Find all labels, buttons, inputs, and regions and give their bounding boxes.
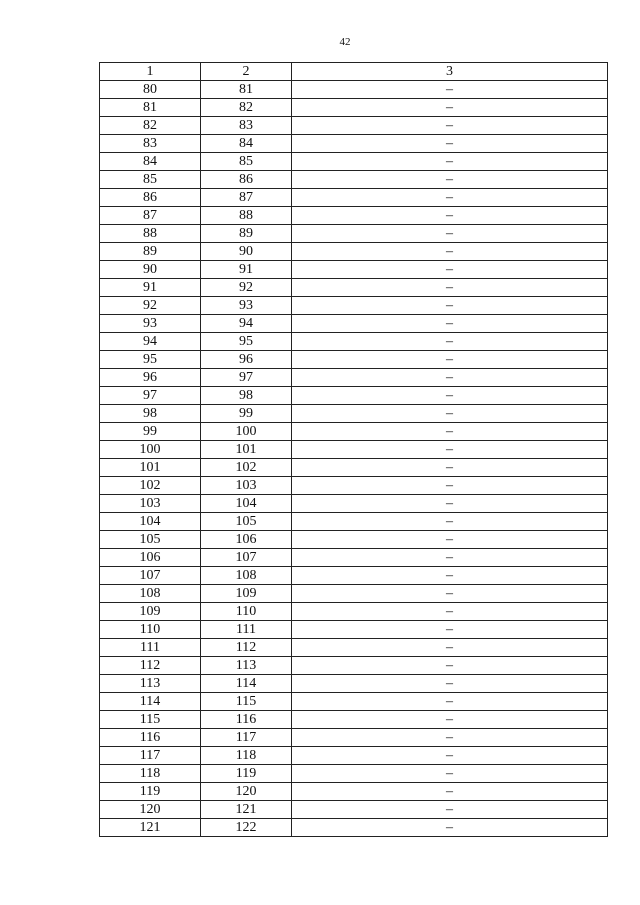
table-cell-col-1: 107 xyxy=(100,567,201,585)
table-row xyxy=(100,189,608,207)
table-cell-col-3: – xyxy=(292,513,608,531)
table-row xyxy=(100,603,608,621)
table-cell-col-1: 86 xyxy=(100,189,201,207)
table-cell-col-3: – xyxy=(292,261,608,279)
table-cell-col-2: 122 xyxy=(201,819,292,837)
table-cell-col-1: 91 xyxy=(100,279,201,297)
table-cell-col-2: 97 xyxy=(201,369,292,387)
table-cell-col-3: – xyxy=(292,315,608,333)
table-cell-col-2: 113 xyxy=(201,657,292,675)
table-cell-col-1: 87 xyxy=(100,207,201,225)
table-row xyxy=(100,333,608,351)
column-header-1: 1 xyxy=(100,63,201,81)
table-cell-col-2: 109 xyxy=(201,585,292,603)
table-cell-col-2: 116 xyxy=(201,711,292,729)
table-cell-col-1: 89 xyxy=(100,243,201,261)
table-cell-col-1: 104 xyxy=(100,513,201,531)
table-row xyxy=(100,99,608,117)
table-cell-col-2: 105 xyxy=(201,513,292,531)
table-cell-col-3: – xyxy=(292,333,608,351)
table-cell-col-2: 81 xyxy=(201,81,292,99)
table-cell-col-3: – xyxy=(292,423,608,441)
table-row xyxy=(100,261,608,279)
table-cell-col-2: 85 xyxy=(201,153,292,171)
table-cell-col-1: 95 xyxy=(100,351,201,369)
table-cell-col-2: 117 xyxy=(201,729,292,747)
table-cell-col-3: – xyxy=(292,135,608,153)
table-row xyxy=(100,81,608,99)
table-body xyxy=(100,81,608,837)
table-cell-col-1: 98 xyxy=(100,405,201,423)
table-row xyxy=(100,531,608,549)
table-cell-col-2: 84 xyxy=(201,135,292,153)
table-cell-col-3: – xyxy=(292,801,608,819)
table-row xyxy=(100,243,608,261)
table-cell-col-2: 121 xyxy=(201,801,292,819)
table-cell-col-1: 117 xyxy=(100,747,201,765)
table-cell-col-3: – xyxy=(292,765,608,783)
table-row xyxy=(100,729,608,747)
table-row xyxy=(100,153,608,171)
table-cell-col-1: 96 xyxy=(100,369,201,387)
table-cell-col-2: 95 xyxy=(201,333,292,351)
table-cell-col-3: – xyxy=(292,819,608,837)
table-row xyxy=(100,513,608,531)
table-cell-col-2: 82 xyxy=(201,99,292,117)
table-row xyxy=(100,315,608,333)
table-cell-col-1: 100 xyxy=(100,441,201,459)
table-cell-col-1: 118 xyxy=(100,765,201,783)
table-cell-col-1: 105 xyxy=(100,531,201,549)
column-header-2: 2 xyxy=(201,63,292,81)
table-cell-col-2: 111 xyxy=(201,621,292,639)
table-cell-col-1: 94 xyxy=(100,333,201,351)
column-header-3: 3 xyxy=(292,63,608,81)
table-cell-col-3: – xyxy=(292,675,608,693)
table-cell-col-3: – xyxy=(292,297,608,315)
table-cell-col-1: 101 xyxy=(100,459,201,477)
table-cell-col-3: – xyxy=(292,657,608,675)
table-cell-col-3: – xyxy=(292,693,608,711)
table-cell-col-3: – xyxy=(292,369,608,387)
table-cell-col-3: – xyxy=(292,225,608,243)
table-cell-col-1: 120 xyxy=(100,801,201,819)
table-cell-col-2: 94 xyxy=(201,315,292,333)
table-cell-col-3: – xyxy=(292,477,608,495)
table-row xyxy=(100,549,608,567)
table-cell-col-1: 92 xyxy=(100,297,201,315)
table-row xyxy=(100,765,608,783)
table-cell-col-2: 92 xyxy=(201,279,292,297)
table-row xyxy=(100,801,608,819)
table-cell-col-1: 81 xyxy=(100,99,201,117)
table-row xyxy=(100,387,608,405)
table-cell-col-3: – xyxy=(292,441,608,459)
table-cell-col-3: – xyxy=(292,387,608,405)
table-cell-col-3: – xyxy=(292,531,608,549)
table-cell-col-2: 91 xyxy=(201,261,292,279)
table-cell-col-1: 108 xyxy=(100,585,201,603)
table-header-row xyxy=(100,63,608,81)
table-cell-col-3: – xyxy=(292,189,608,207)
table-cell-col-3: – xyxy=(292,351,608,369)
table-row xyxy=(100,405,608,423)
table-cell-col-1: 82 xyxy=(100,117,201,135)
table-row xyxy=(100,171,608,189)
table-cell-col-1: 112 xyxy=(100,657,201,675)
table-cell-col-2: 101 xyxy=(201,441,292,459)
table-cell-col-2: 119 xyxy=(201,765,292,783)
table-cell-col-1: 80 xyxy=(100,81,201,99)
table-row xyxy=(100,297,608,315)
table-cell-col-3: – xyxy=(292,207,608,225)
table-cell-col-2: 100 xyxy=(201,423,292,441)
table-cell-col-1: 97 xyxy=(100,387,201,405)
table-cell-col-3: – xyxy=(292,603,608,621)
table-row xyxy=(100,225,608,243)
table-cell-col-2: 114 xyxy=(201,675,292,693)
table-cell-col-2: 83 xyxy=(201,117,292,135)
table-cell-col-3: – xyxy=(292,729,608,747)
table-cell-col-3: – xyxy=(292,747,608,765)
table-cell-col-2: 104 xyxy=(201,495,292,513)
table-row xyxy=(100,747,608,765)
data-table xyxy=(99,62,608,837)
table-cell-col-2: 107 xyxy=(201,549,292,567)
table-row xyxy=(100,495,608,513)
table-cell-col-1: 119 xyxy=(100,783,201,801)
table-cell-col-1: 109 xyxy=(100,603,201,621)
table-cell-col-1: 85 xyxy=(100,171,201,189)
table-cell-col-3: – xyxy=(292,585,608,603)
table-cell-col-2: 120 xyxy=(201,783,292,801)
table-row xyxy=(100,369,608,387)
table-cell-col-1: 114 xyxy=(100,693,201,711)
table-cell-col-1: 103 xyxy=(100,495,201,513)
table-cell-col-1: 93 xyxy=(100,315,201,333)
table-cell-col-3: – xyxy=(292,639,608,657)
table-cell-col-2: 88 xyxy=(201,207,292,225)
table-row xyxy=(100,441,608,459)
table-row xyxy=(100,279,608,297)
table-cell-col-2: 103 xyxy=(201,477,292,495)
table-row xyxy=(100,639,608,657)
table-cell-col-3: – xyxy=(292,549,608,567)
table-cell-col-1: 121 xyxy=(100,819,201,837)
table-cell-col-2: 89 xyxy=(201,225,292,243)
page-number: 42 xyxy=(339,36,351,48)
table-cell-col-1: 111 xyxy=(100,639,201,657)
table-cell-col-1: 88 xyxy=(100,225,201,243)
table-row xyxy=(100,207,608,225)
table-row xyxy=(100,117,608,135)
table-cell-col-2: 115 xyxy=(201,693,292,711)
table-cell-col-2: 99 xyxy=(201,405,292,423)
table-cell-col-3: – xyxy=(292,711,608,729)
table-cell-col-1: 116 xyxy=(100,729,201,747)
table-cell-col-2: 98 xyxy=(201,387,292,405)
table-row xyxy=(100,783,608,801)
table-cell-col-2: 86 xyxy=(201,171,292,189)
table-row xyxy=(100,711,608,729)
table-cell-col-2: 93 xyxy=(201,297,292,315)
table-row xyxy=(100,675,608,693)
table-row xyxy=(100,477,608,495)
table-cell-col-1: 106 xyxy=(100,549,201,567)
table-row xyxy=(100,585,608,603)
table-cell-col-3: – xyxy=(292,279,608,297)
table-cell-col-3: – xyxy=(292,405,608,423)
table-row xyxy=(100,819,608,837)
table-cell-col-3: – xyxy=(292,243,608,261)
table-cell-col-3: – xyxy=(292,495,608,513)
table-cell-col-1: 84 xyxy=(100,153,201,171)
table-cell-col-1: 99 xyxy=(100,423,201,441)
table-row xyxy=(100,135,608,153)
table-cell-col-2: 106 xyxy=(201,531,292,549)
table-row xyxy=(100,351,608,369)
table-row xyxy=(100,459,608,477)
table-cell-col-2: 110 xyxy=(201,603,292,621)
table-row xyxy=(100,567,608,585)
table-cell-col-3: – xyxy=(292,567,608,585)
table-cell-col-3: – xyxy=(292,459,608,477)
table-cell-col-2: 96 xyxy=(201,351,292,369)
table-cell-col-2: 90 xyxy=(201,243,292,261)
table-row xyxy=(100,423,608,441)
table-cell-col-2: 108 xyxy=(201,567,292,585)
table-cell-col-2: 118 xyxy=(201,747,292,765)
table-cell-col-1: 110 xyxy=(100,621,201,639)
table-cell-col-3: – xyxy=(292,153,608,171)
table-cell-col-3: – xyxy=(292,81,608,99)
table-cell-col-3: – xyxy=(292,99,608,117)
table-cell-col-3: – xyxy=(292,783,608,801)
table-cell-col-2: 112 xyxy=(201,639,292,657)
table-cell-col-1: 83 xyxy=(100,135,201,153)
table-row xyxy=(100,693,608,711)
table-cell-col-2: 87 xyxy=(201,189,292,207)
table-cell-col-3: – xyxy=(292,621,608,639)
table-cell-col-1: 115 xyxy=(100,711,201,729)
table-cell-col-3: – xyxy=(292,117,608,135)
table-row xyxy=(100,657,608,675)
table-cell-col-1: 113 xyxy=(100,675,201,693)
table-cell-col-2: 102 xyxy=(201,459,292,477)
table-cell-col-3: – xyxy=(292,171,608,189)
table-cell-col-1: 102 xyxy=(100,477,201,495)
table-row xyxy=(100,621,608,639)
table-cell-col-1: 90 xyxy=(100,261,201,279)
